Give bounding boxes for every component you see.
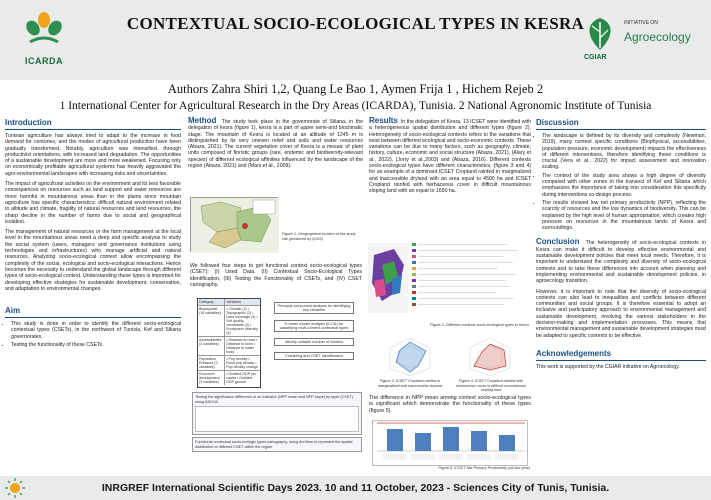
method-column — [188, 118, 363, 169]
method-paragraph-2: We followed four steps to get functional context socio-ecological types (CSET): (I) Used Data, (II) Contextual Socio-Ecological Types identification, (III) Testing the Functionality of CSETs, and (IV) CSET cartography. — [190, 263, 362, 288]
poster-title: CONTEXTUAL SOCIO-ECOLOGICAL TYPES IN KESRA — [126, 14, 585, 33]
divider — [5, 317, 181, 318]
table-header-cell: Variables — [226, 300, 241, 304]
table-header-row — [198, 299, 260, 306]
acknowledgements-heading: Acknowledgements — [536, 348, 612, 358]
acknowledgements-text: This work is supported by the CGIAR initiative on Agroecology. — [536, 363, 680, 370]
table-row — [198, 306, 260, 337]
cgiar-leaf-icon — [582, 16, 618, 52]
figure-3-radar — [372, 336, 448, 378]
table-cell: • Climatic (3) • Topographic (2) • Land coverage (4) • Soil quality constraints (3) • Ecosystem diversity (4) — [226, 307, 259, 335]
divider — [5, 129, 181, 130]
initiative-label: INITIATIVE ON — [624, 20, 658, 26]
affiliations-line: 1 International Center for Agricultural Research in the Dry Areas (ICARDA), Tunisia. 2 National Agronomic Institute of Tunisia — [59, 100, 652, 112]
cset-map-image — [368, 235, 530, 327]
divider — [536, 129, 706, 130]
radar-chart-3 — [372, 336, 448, 378]
cartography-note-box — [192, 437, 362, 452]
method-text-1: The study took place in the governorate of Siliana, in the delegation of kesra (figure 1), kesra is a part of upper semi-arid bioclimatic stage. The mountain of Kesra is located at an altitude of 1245 m is distinguished by its very uneven relief and soils and water resources (Abaza, 2021). The current vegetation cover of Kesra is a mosaic of plant units composed of floristic groups (rare, endemic and biodiversity-relevant species) of different ecological affinities influenced by the landscape of the region (Abaza, 2021) and (Mars et al., 2009). — [188, 119, 363, 170]
method-paragraph-1 — [188, 118, 363, 169]
discussion-list — [536, 133, 706, 231]
anova-note: Testing the significance difference of an indicator (NPP mean and NPP slope) by layer (CSET) using ANOVA — [195, 395, 354, 404]
aim-heading: Aim — [5, 306, 21, 316]
poster-footer — [0, 476, 711, 500]
table-header-cell: Category — [198, 299, 225, 305]
radar-chart-4 — [452, 336, 528, 378]
table-cell: • Gridded GDP per capita • Gridded GDP growth — [226, 372, 257, 384]
table-cell: Biophysical (16 variables) — [198, 306, 225, 336]
aim-list — [5, 321, 181, 348]
conclusion-heading: Conclusion — [536, 237, 580, 247]
figure-2-caption: Figure 2. Different contexts socio-ecological types in Kesra — [430, 323, 529, 327]
intro-paragraph-2: The impact of agricultural activities on the environment and its less favorable consequences on resources such as land support and water resources are more harmful in mountainous areas than in the plains since mountain agriculture has specific characteristics: difficult natural environment related to altitude and climate, fragility of natural resources and land resources, the sharp decline in the number of farms due to social and geographical isolation. — [5, 181, 181, 225]
conclusion-text-1: The heterogeneity of socio-ecological contexts in Kesra can make it difficult to develop effective environmental and sustainable development policies that meet local needs. Therefore, it is important to understand the complexity and diversity of socio-ecological contexts and to take these differences into account when planning and implementing environmental and sustainable development policies, in agroecology transition. — [536, 240, 706, 285]
aim-item: • Testing the functionality of these CSETs. — [11, 342, 181, 348]
introduction-heading: Introduction — [5, 118, 52, 127]
cartography-note: Functional contextual socio-ecologic types cartography, using ArcView to represent the spatial distribution of different CSET within the region. — [195, 440, 353, 449]
table-row — [198, 337, 260, 356]
results-text-1: In the delegation of Kesra, 13 ICSET were identified with a heterogeneous spatial distribution and different types (figure 2). Heterogeneity of socio-ecological contexts refers to the variations that exist between different ecological and socio-economic contexts. These variations can be due to many factors, such as geography, climate, history, culture, economic and social structure (Abaza, 2021), (Alary et al., 2022), (Jorry et al.,2003) and (Abaza, 2016). Different contexts socio-ecological types have different characteristics, (figure 3 and 4) for an example of a dominant ICSET Cropland rainfed in marginalized and inaccessible dryland with an area equal to 4500 ha and ICSET Cropland rainfed with herbaceous cover in difficult mountainous sloping land with an equal to 1690 ha. — [369, 119, 531, 195]
introduction-column — [5, 118, 181, 350]
results-paragraph-1 — [369, 118, 531, 195]
figure-5-npp-chart — [372, 420, 528, 466]
table-cell: Accessibilities (3 variables) — [198, 337, 225, 355]
figure-4-caption: Figure 4. ICSET Cropland rainfed with herbaceous cover in difficult mountainous sloping land — [456, 379, 526, 393]
anova-formula-box — [195, 406, 359, 432]
discussion-item: • The landscape is defined by its diversity and complexity (Newman, 2019), many context specific conditions (Biophysical, accessibilities, population pressure, economic development) impacts the effectiveness of different interventions, therefore identifying these conditions is crucial (Vera et al., 2022) for impact assessment and innovation scaling. — [542, 133, 706, 171]
figure-1-map — [190, 197, 278, 252]
table-cell: • Pop density • Rural pop density • Pop density change — [226, 357, 258, 369]
cgiar-wordmark: CGIAR — [584, 54, 607, 61]
intro-paragraph-3: The management of natural resources or the farm management at the local level in the mountainous areas need a deep and specific analysis to study the social system (users, managers and governance institutions using technologies and infrastructures) who manage artificial and natural resources. Analyzing socio-ecological context allow encompassing the complexity of the social, ecological and socio-ecological interactions. Hence becomes the necessity to understand the global landscape through different types of socio-ecological context. Understanding these types is important for developing effective strategies for sustainable development, conservation, and adaptation to environmental changes. — [5, 229, 181, 292]
discussion-column — [536, 118, 706, 370]
figure-2-cset-map — [368, 235, 530, 327]
aim-item: • This study is done in order to identify the different socio-ecological contextual types (CSETs), in the northwest of Tunisia, Kef and Siliana governorates. — [11, 321, 181, 340]
divider — [536, 360, 706, 361]
cgiar-agroecology-logo — [580, 10, 705, 70]
results-paragraph-2: The difference in NPP mean among context socio-ecological types is significant which demonstrate the functionality of these types (figure 5) — [369, 395, 531, 414]
flow-step: Clustering and CSET identification — [274, 352, 354, 360]
flow-step: Principal component analysis for identifying key variables — [274, 302, 354, 314]
conclusion-paragraph-1 — [536, 239, 706, 284]
table-cell: Economic development (3 variables) — [198, 371, 225, 385]
flow-step: K-mean cluster analysis (K-CA) for classifying multi-context contextual types — [274, 320, 354, 332]
table-cell: Population Pressure (3 variables) — [198, 356, 225, 370]
authors-line: Authors Zahra Shiri 1,2, Quang Le Bao 1, Aymen Frija 1 , Hichem Rejeb 2 — [167, 82, 544, 96]
intro-paragraph-1: Tunisian agriculture has always tried to adapt to the increase in food demand for centuries, and the modes of agricultural production have been gradually transformed. Notably, agriculture was intensified, through productivist orientations, with increased land degradation. The opportunities of a sustainable development are more and more weakened. Focusing only on economically profitable agricultural systems has heavily aggravated the agro-environmental landscapes with increasing risks and uncertainties. — [5, 133, 181, 177]
table-row — [198, 356, 260, 371]
conclusion-paragraph-2: However, it is important to note that the diversity of socio-ecological contexts can also lead to inequalities and conflicts between different communities and social groups. It is therefore essential to adopt an inclusive and participatory approach to environmental management and sustainable development, involving the various stakeholders in the decision-making and implementation processes. This means that environmental management and sustainable development strategies must be adapted to specific contexts to be effective. — [536, 288, 706, 339]
figure-5-caption: Figure 5. ICSET Net Primary Productivity (all last year) — [438, 466, 530, 470]
figure-1-caption: Figure 1. Geographical location of the study site (produced by QGIS) — [282, 232, 356, 241]
discussion-item: • The context of the study area shows a high degree of diversity compared with other zones in the transect of Kef and Siliana which emphasizes the importance of taking into consideration this specificity during interventions co-design process. — [542, 173, 706, 198]
icarda-wordmark: ICARDA — [25, 56, 63, 66]
agroecology-label: Agroecology — [624, 30, 691, 44]
anova-note-box — [192, 392, 362, 435]
method-flowchart — [274, 302, 354, 366]
discussion-heading: Discussion — [536, 118, 579, 127]
results-heading: Results — [369, 116, 398, 125]
table-row — [198, 371, 260, 385]
figure-3-caption: Figure 3. ICSET Cropland rainfed in marginalized and inaccessible dryland — [377, 379, 443, 388]
table-cell: • Distance to road • Distance to town • Distance to water body — [226, 338, 257, 354]
results-column — [369, 118, 531, 195]
poster-header — [0, 0, 711, 80]
method-heading: Method — [188, 116, 217, 125]
discussion-item: • The results showed low net primary productivity (NPP), reflecting the scarcity of resources and the low dynamics of biodiversity. This can be explained by the high level of human appropriation, which creates high pressure on resources in the mountainous lands of Kesra and surroundings. — [542, 200, 706, 231]
npp-bar-chart — [373, 421, 529, 467]
study-site-map-image — [191, 198, 279, 253]
variables-table — [197, 298, 261, 388]
figure-4-radar — [452, 336, 528, 378]
footer-text: INRGREF International Scientific Days 2023. 10 and 11 October, 2023 - Sciences City of Tunis, Tunisia. — [101, 482, 610, 494]
flow-step: Identify suitable number of clusters — [274, 338, 354, 346]
